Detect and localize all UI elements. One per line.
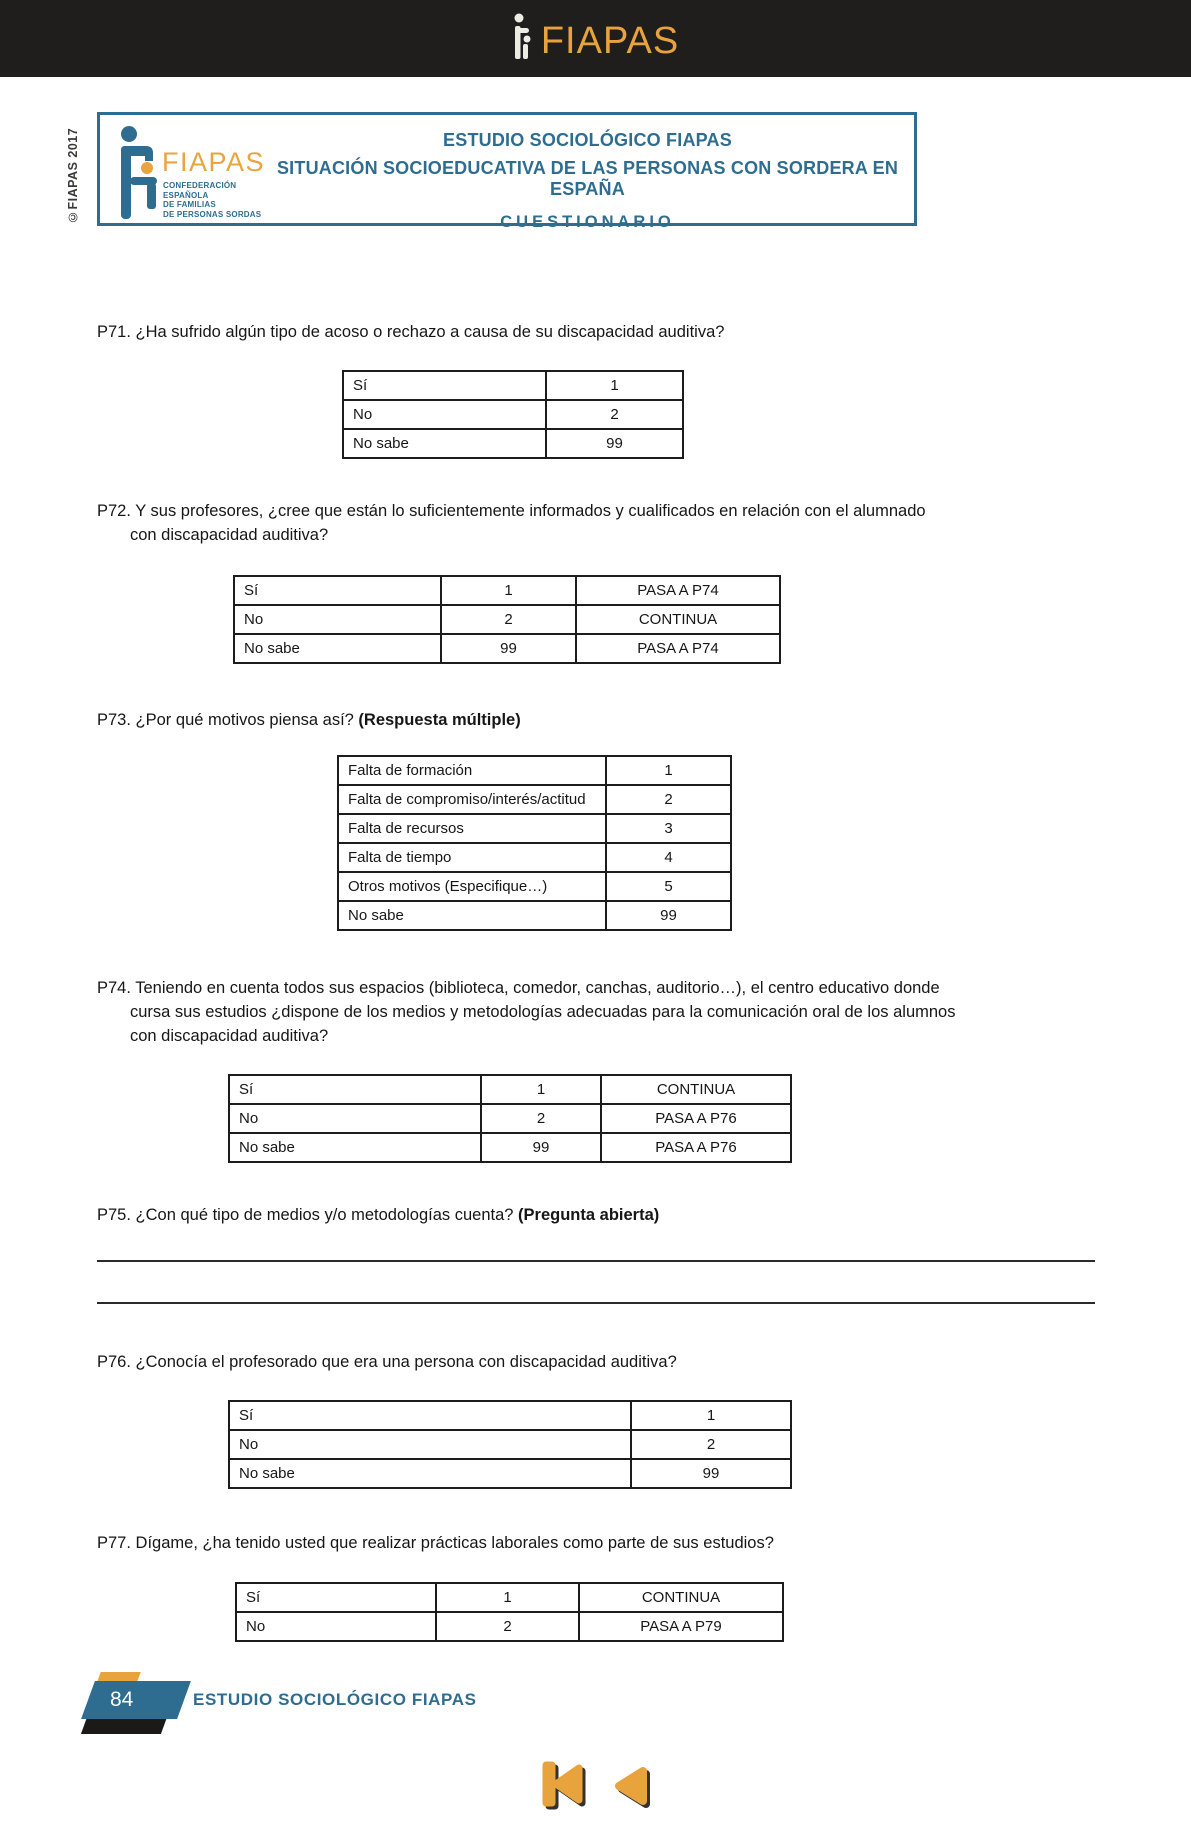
option-code: 2 [442,606,577,633]
question-number: P73. [97,711,131,729]
question-line: cursa sus estudios ¿dispone de los medios y metodologías adecuadas para la comunicación oral de los alumnos [130,1003,956,1021]
table-row [339,757,730,786]
table-row [235,577,779,606]
fiapas-logo-subtitle [163,181,261,219]
question-number: P75. [97,1206,131,1224]
page-number-badge [81,1681,191,1719]
question-p72 [97,499,1097,547]
question-note: (Pregunta abierta) [518,1206,660,1224]
table-row [344,430,682,457]
option-label: Sí [230,1076,482,1103]
viewer-brand: FIAPAS [540,19,680,62]
viewer-top-bar [0,0,1191,77]
question-number: P74. [97,979,131,997]
option-code: 1 [664,762,673,779]
table-row [344,401,682,430]
option-code: 1 [437,1584,580,1611]
question-line: con discapacidad auditiva? [130,1027,329,1045]
header-titles [265,115,910,232]
option-code: 1 [482,1076,602,1103]
table-row [344,372,682,401]
option-code: 99 [660,907,677,924]
table-row [230,1460,790,1487]
option-label: No [230,1105,482,1132]
option-routing: PASA A P79 [640,1618,722,1635]
open-answer-line [97,1302,1095,1304]
question-number: P76. [97,1353,131,1371]
option-label: No sabe [344,430,547,457]
option-code: 99 [702,1465,720,1482]
option-label: Falta de compromiso/interés/actitud [339,786,607,813]
option-label: No sabe [235,635,442,662]
question-text: ¿Con qué tipo de medios y/o metodologías cuenta? [135,1206,514,1224]
question-line [97,976,1097,1000]
option-code: 5 [664,878,673,895]
question-p75 [97,1203,1097,1227]
option-code: 99 [606,435,623,452]
option-label: No [235,606,442,633]
answer-table-p73 [337,755,732,931]
option-label: Falta de recursos [339,815,607,842]
study-subtitle: SITUACIÓN SOCIOEDUCATIVA DE LAS PERSONAS CON SORDERA EN ESPAÑA [276,158,899,199]
table-row [339,873,730,902]
copyright-vertical-text: ©FIAPAS 2017 [66,127,80,225]
footer-study-title: ESTUDIO SOCIOLÓGICO FIAPAS [193,1690,477,1709]
option-code: 2 [706,1436,716,1453]
option-routing: CONTINUA [638,611,718,628]
option-label: No [237,1613,437,1640]
question-text: ¿Ha sufrido algún tipo de acoso o rechazo a causa de su discapacidad auditiva? [135,323,725,341]
option-code: 2 [610,406,619,423]
fiapas-figure-icon [512,13,534,64]
open-answer-line [97,1260,1095,1262]
table-row [237,1584,782,1613]
option-label: No sabe [230,1134,482,1161]
page-badge-shadow [81,1717,167,1734]
fiapas-logo-wordmark: FIAPAS [162,147,266,177]
skip-to-first-icon [541,1800,589,1815]
answer-table-p71 [342,370,684,459]
option-routing: CONTINUA [656,1081,736,1098]
option-routing: PASA A P76 [655,1110,737,1127]
option-routing: PASA A P76 [655,1139,737,1156]
answer-table-p74 [228,1074,792,1163]
question-text: ¿Conocía el profesorado que era una persona con discapacidad auditiva? [135,1353,677,1371]
page-number: 84 [110,1688,134,1711]
question-line: con discapacidad auditiva? [130,526,329,544]
answer-table-p77 [235,1582,784,1642]
table-row [339,786,730,815]
table-row [339,815,730,844]
option-routing: PASA A P74 [637,640,719,657]
table-row [230,1402,790,1431]
table-row [235,635,779,662]
option-label: Sí [230,1402,632,1429]
option-routing: PASA A P74 [637,582,719,599]
questionnaire-label: CUESTIONARIO [500,213,675,231]
study-title: ESTUDIO SOCIOLÓGICO FIAPAS [443,130,732,150]
logo-subtitle-line: CONFEDERACIÓN [163,181,237,190]
option-label: Falta de tiempo [339,844,607,871]
logo-subtitle-line: DE PERSONAS SORDAS [163,209,262,219]
table-row [339,844,730,873]
option-code: 4 [664,849,673,866]
logo-subtitle-line: ESPAÑOLA [163,190,209,200]
option-code: 99 [482,1134,602,1161]
table-row [230,1431,790,1460]
question-text: ¿Por qué motivos piensa así? [135,711,354,729]
question-p77 [97,1531,1097,1555]
option-code: 1 [442,577,577,604]
fiapas-logo-icon [116,125,162,226]
question-p71 [97,320,1097,344]
question-number: P71. [97,323,131,341]
table-row [230,1134,790,1161]
option-code: 99 [442,635,577,662]
option-label: Otros motivos (Especifique…) [339,873,607,900]
question-number: P72. [97,502,131,520]
question-line [97,499,1097,523]
question-text: Dígame, ¿ha tenido usted que realizar prácticas laborales como parte de sus estudios? [135,1534,774,1552]
previous-page-icon [608,1800,654,1815]
answer-table-p76 [228,1400,792,1489]
question-p74 [97,976,1097,1048]
question-note: (Respuesta múltiple) [358,711,521,729]
question-text: Teniendo en cuenta todos sus espacios (biblioteca, comedor, canchas, auditorio…), el centro educativo donde [135,979,940,997]
option-code: 2 [482,1105,602,1132]
option-code: 1 [610,377,619,394]
option-label: Sí [344,372,547,399]
option-code: 2 [664,791,673,808]
table-row [339,902,730,929]
question-p73 [97,708,1097,732]
nav-first-page-button[interactable] [541,1760,589,1815]
option-label: No sabe [339,902,607,929]
option-label: No [230,1431,632,1458]
question-p76 [97,1350,1097,1374]
table-row [235,606,779,635]
option-label: Falta de formación [339,757,607,784]
table-row [230,1105,790,1134]
option-routing: CONTINUA [641,1589,721,1606]
table-row [237,1613,782,1640]
option-label: No sabe [230,1460,632,1487]
option-code: 2 [437,1613,580,1640]
questionnaire-header-box [97,112,917,231]
option-label: Sí [237,1584,437,1611]
option-code: 1 [706,1407,716,1424]
option-code: 3 [664,820,673,837]
logo-subtitle-line: DE FAMILIAS [163,200,216,209]
option-label: Sí [235,577,442,604]
question-number: P77. [97,1534,131,1552]
answer-table-p72 [233,575,781,664]
table-row [230,1076,790,1105]
option-label: No [344,401,547,428]
nav-previous-page-button[interactable] [608,1764,654,1815]
question-text: Y sus profesores, ¿cree que están lo suficientemente informados y cualificados en relación con el alumnado [135,502,926,520]
